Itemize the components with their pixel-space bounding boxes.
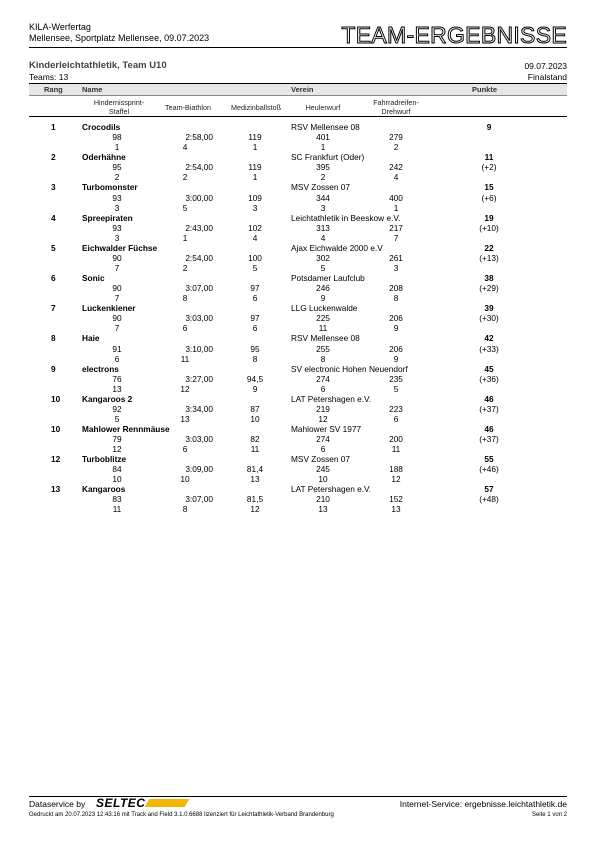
entry-result: 95 <box>112 162 122 173</box>
entry-points-diff: (+37) <box>479 403 499 414</box>
entry-place: 10 <box>250 413 260 424</box>
entry-place: 5 <box>320 262 326 273</box>
entry-place: 1 <box>182 232 188 243</box>
entry-place: 9 <box>393 353 399 364</box>
entry-main-line <box>29 122 567 132</box>
entry-rank: 7 <box>51 303 56 314</box>
entry-team-name: Haie <box>82 333 100 344</box>
result-entry <box>29 364 567 394</box>
entry-points-diff: (+6) <box>481 192 497 203</box>
entry-place: 8 <box>252 353 258 364</box>
entry-result: 223 <box>389 403 403 414</box>
dataservice-label: Dataservice by <box>29 799 86 809</box>
entry-points: 42 <box>484 333 494 344</box>
entry-place: 11 <box>318 323 328 334</box>
entry-points: 19 <box>484 212 494 223</box>
entry-place: 7 <box>114 293 120 304</box>
entry-result: 395 <box>316 162 330 173</box>
entry-result: 3:07,00 <box>185 494 213 505</box>
entry-result: 82 <box>250 434 260 445</box>
entry-result: 81,5 <box>246 494 264 505</box>
entry-result: 3:03,00 <box>185 313 213 324</box>
entry-place: 4 <box>182 142 188 153</box>
entry-place: 1 <box>114 142 120 153</box>
entry-team-name: Turbomonster <box>82 182 138 193</box>
entry-place: 8 <box>320 353 326 364</box>
entry-place: 13 <box>391 504 401 515</box>
entry-result: 90 <box>112 313 122 324</box>
event-name: KILA-Werfertag <box>29 22 91 32</box>
entry-place: 2 <box>182 262 188 273</box>
entry-points-diff: (+13) <box>479 252 499 263</box>
entry-place: 3 <box>114 202 120 213</box>
seltec-logo: SELTEC <box>96 796 146 810</box>
entry-place: 1 <box>252 142 258 153</box>
entry-club: LLG Luckenwalde <box>291 303 358 314</box>
entry-result: 2:54,00 <box>185 252 213 263</box>
entry-results-line <box>29 374 567 384</box>
entry-club: RSV Mellensee 08 <box>291 333 360 344</box>
entry-places-line <box>29 142 567 152</box>
col-disc-biathlon: Team-Biathlon <box>165 103 211 112</box>
entry-points-diff: (+30) <box>479 313 499 324</box>
entry-place: 5 <box>252 262 258 273</box>
entry-place: 11 <box>180 353 190 364</box>
entry-points-diff: (+2) <box>481 162 497 173</box>
entry-main-line <box>29 273 567 283</box>
entry-place: 9 <box>320 293 326 304</box>
entry-club: Ajax Eichwalde 2000 e.V <box>291 242 383 253</box>
entry-team-name: Oderhähne <box>82 152 126 163</box>
header-left <box>29 22 209 44</box>
entry-result: 3:03,00 <box>185 434 213 445</box>
entry-main-line <box>29 182 567 192</box>
entry-place: 5 <box>114 413 120 424</box>
entry-place: 10 <box>112 474 122 485</box>
entry-place: 7 <box>114 323 120 334</box>
entry-place: 9 <box>252 383 258 394</box>
entry-main-line <box>29 152 567 162</box>
entry-team-name: Kangaroos <box>82 484 126 495</box>
entry-place: 11 <box>112 504 122 515</box>
entry-result: 95 <box>250 343 260 354</box>
entry-result: 344 <box>316 192 330 203</box>
entry-place: 8 <box>182 293 188 304</box>
entry-result: 79 <box>112 434 122 445</box>
entry-place: 6 <box>182 323 188 334</box>
col-disc-fahrradreifen: Fahrradreifen- Drehwurf <box>373 98 419 116</box>
entry-results-line <box>29 223 567 233</box>
result-entry <box>29 424 567 454</box>
entry-club: Leichtathletik in Beeskow e.V. <box>291 212 401 223</box>
entry-result: 94,5 <box>246 373 264 384</box>
result-entry <box>29 333 567 363</box>
entry-result: 242 <box>389 162 403 173</box>
entry-rank: 2 <box>51 152 56 163</box>
entry-place: 6 <box>252 323 258 334</box>
entry-place: 12 <box>250 504 260 515</box>
entry-place: 13 <box>318 504 328 515</box>
entry-result: 3:00,00 <box>185 192 213 203</box>
entry-club: MSV Zossen 07 <box>291 454 351 465</box>
entry-places-line <box>29 474 567 484</box>
entry-results-line <box>29 313 567 323</box>
result-entry <box>29 484 567 514</box>
entry-places-line <box>29 323 567 333</box>
entry-points-diff: (+33) <box>479 343 499 354</box>
entry-main-line <box>29 454 567 464</box>
entry-result: 245 <box>316 464 330 475</box>
col-disc-medizinball: Medizinballstoß <box>231 103 281 112</box>
entry-places-line <box>29 293 567 303</box>
entry-result: 2:43,00 <box>185 222 213 233</box>
entry-result: 274 <box>316 434 330 445</box>
entry-place: 1 <box>252 172 258 183</box>
entry-place: 2 <box>114 172 120 183</box>
entry-rank: 10 <box>51 423 61 434</box>
entry-club: LAT Petershagen e.V. <box>291 484 372 495</box>
entry-place: 6 <box>320 444 326 455</box>
entry-place: 7 <box>393 232 399 243</box>
entry-places-line <box>29 444 567 454</box>
entry-result: 208 <box>389 283 403 294</box>
entry-place: 6 <box>252 293 258 304</box>
entry-result: 2:54,00 <box>185 162 213 173</box>
entry-place: 4 <box>252 232 258 243</box>
entry-points: 46 <box>484 423 494 434</box>
col-name: Name <box>82 85 103 94</box>
col-disc-hindernissprint: Hindernissprint- Staffel <box>93 98 145 116</box>
entry-points: 39 <box>484 303 494 314</box>
entry-place: 2 <box>393 142 399 153</box>
entry-result: 235 <box>389 373 403 384</box>
entry-club: Potsdamer Laufclub <box>291 272 365 283</box>
entry-main-line <box>29 213 567 223</box>
entry-result: 90 <box>112 252 122 263</box>
entry-results-line <box>29 344 567 354</box>
result-entry <box>29 213 567 243</box>
entry-points-diff: (+48) <box>479 494 499 505</box>
entry-place: 13 <box>250 474 260 485</box>
entry-points: 9 <box>486 122 492 132</box>
entry-result: 401 <box>316 132 330 143</box>
entry-points: 55 <box>484 454 494 465</box>
entry-places-line <box>29 354 567 364</box>
entry-result: 97 <box>250 313 260 324</box>
entry-team-name: Spreepiraten <box>82 212 133 223</box>
entry-result: 400 <box>389 192 403 203</box>
entry-main-line <box>29 424 567 434</box>
entry-points-diff: (+10) <box>479 222 499 233</box>
event-location: Mellensee, Sportplatz Mellensee, 09.07.2023 <box>29 33 210 43</box>
entry-result: 206 <box>389 313 403 324</box>
entry-places-line <box>29 172 567 182</box>
entry-result: 2:58,00 <box>185 132 213 143</box>
entry-club: SC Frankfurt (Oder) <box>291 152 365 163</box>
entry-result: 93 <box>112 222 122 233</box>
entry-place: 13 <box>180 413 190 424</box>
entry-result: 91 <box>112 343 122 354</box>
entry-place: 9 <box>393 323 399 334</box>
entry-result: 279 <box>389 132 403 143</box>
entry-result: 84 <box>112 464 122 475</box>
col-points: Punkte <box>472 85 498 94</box>
entry-points: 38 <box>484 272 494 283</box>
entry-club: RSV Mellensee 08 <box>291 122 360 132</box>
entry-result: 210 <box>316 494 330 505</box>
entry-place: 13 <box>112 383 122 394</box>
entry-result: 3:34,00 <box>185 403 213 414</box>
column-header <box>29 83 567 117</box>
entry-results-line <box>29 464 567 474</box>
seltec-logo-swoosh <box>145 799 190 807</box>
result-entry <box>29 152 567 182</box>
entry-place: 5 <box>393 383 399 394</box>
entry-place: 2 <box>320 172 326 183</box>
entry-result: 119 <box>248 132 262 143</box>
entry-places-line <box>29 233 567 243</box>
entry-team-name: Turboblitze <box>82 454 127 465</box>
entry-result: 100 <box>248 252 262 263</box>
entry-place: 2 <box>182 172 188 183</box>
entry-place: 12 <box>318 413 328 424</box>
result-entry <box>29 273 567 303</box>
entry-points: 57 <box>484 484 494 495</box>
page-number: Seite 1 von 2 <box>531 812 567 818</box>
entry-rank: 3 <box>51 182 56 193</box>
entry-rank: 6 <box>51 272 56 283</box>
entry-points: 22 <box>484 242 494 253</box>
entry-result: 302 <box>316 252 330 263</box>
entry-place: 6 <box>393 413 399 424</box>
entry-results-line <box>29 253 567 263</box>
result-entry <box>29 454 567 484</box>
entry-result: 83 <box>112 494 122 505</box>
entry-place: 8 <box>182 504 188 515</box>
entry-place: 11 <box>391 444 401 455</box>
entry-points: 45 <box>484 363 494 374</box>
entry-rank: 8 <box>51 333 56 344</box>
entry-results-line <box>29 283 567 293</box>
entry-results-line <box>29 132 567 142</box>
entry-points-diff: (+37) <box>479 434 499 445</box>
results-list <box>29 122 567 514</box>
competition-name: Kinderleichtathletik, Team U10 <box>29 60 167 71</box>
result-status: Finalstand <box>527 72 567 82</box>
result-entry <box>29 182 567 212</box>
competition-date-block <box>524 61 567 83</box>
entry-place: 6 <box>320 383 326 394</box>
entry-place: 1 <box>320 142 326 153</box>
entry-results-line <box>29 162 567 172</box>
entry-points-diff: (+29) <box>479 283 499 294</box>
entry-place: 10 <box>180 474 190 485</box>
entry-place: 3 <box>252 202 258 213</box>
entry-result: 219 <box>316 403 330 414</box>
entry-place: 11 <box>250 444 260 455</box>
entry-club: SV electronic Hohen Neuendorf <box>291 363 408 374</box>
entry-rank: 4 <box>51 212 56 223</box>
entry-result: 93 <box>112 192 122 203</box>
entry-points: 15 <box>484 182 494 193</box>
entry-result: 3:10,00 <box>185 343 213 354</box>
entry-place: 3 <box>114 232 120 243</box>
entry-points: 11 <box>484 152 494 163</box>
entry-rank: 5 <box>51 242 56 253</box>
result-entry <box>29 243 567 273</box>
entry-team-name: Mahlower Rennmäuse <box>82 423 170 434</box>
entry-place: 8 <box>393 293 399 304</box>
entry-result: 76 <box>112 373 122 384</box>
entry-club: MSV Zossen 07 <box>291 182 351 193</box>
entry-places-line <box>29 504 567 514</box>
entry-points: 46 <box>484 393 494 404</box>
entry-places-line <box>29 203 567 213</box>
entry-team-name: Sonic <box>82 272 105 283</box>
entry-team-name: Luckenkiener <box>82 303 136 314</box>
entry-club: Mahlower SV 1977 <box>291 423 362 434</box>
entry-places-line <box>29 384 567 394</box>
entry-place: 12 <box>112 444 122 455</box>
entry-rank: 13 <box>51 484 61 495</box>
entry-rank: 10 <box>51 393 61 404</box>
entry-place: 3 <box>393 262 399 273</box>
entry-main-line <box>29 333 567 343</box>
entry-place: 4 <box>393 172 399 183</box>
entry-result: 206 <box>389 343 403 354</box>
entry-result: 313 <box>316 222 330 233</box>
entry-main-line <box>29 484 567 494</box>
result-entry <box>29 394 567 424</box>
entry-place: 5 <box>182 202 188 213</box>
entry-main-line <box>29 243 567 253</box>
entry-result: 3:07,00 <box>185 283 213 294</box>
entry-main-line <box>29 303 567 313</box>
entry-result: 109 <box>248 192 262 203</box>
entry-team-name: Kangaroos 2 <box>82 393 133 404</box>
entry-place: 1 <box>393 202 399 213</box>
entry-main-line <box>29 394 567 404</box>
entry-place: 4 <box>320 232 326 243</box>
teams-count: Teams: 13 <box>29 72 69 82</box>
entry-result: 98 <box>112 132 122 143</box>
entry-rank: 1 <box>51 122 56 132</box>
entry-main-line <box>29 364 567 374</box>
entry-result: 217 <box>389 222 403 233</box>
print-info: Gedruckt am 20.07.2023 12:43:16 mit Track and Field 3.1.0.6688 lizenziert für Leichtathletik-Verband Brandenburg <box>29 812 334 818</box>
entry-results-line <box>29 404 567 414</box>
competition-date: 09.07.2023 <box>524 61 567 71</box>
col-disc-heulerwurf: Heulerwurf <box>305 103 341 112</box>
entry-place: 10 <box>318 474 328 485</box>
entry-results-line <box>29 193 567 203</box>
entry-place: 3 <box>320 202 326 213</box>
entry-result: 246 <box>316 283 330 294</box>
entry-result: 102 <box>248 222 262 233</box>
entry-team-name: electrons <box>82 363 119 374</box>
entry-rank: 12 <box>51 454 61 465</box>
entry-result: 3:27,00 <box>185 373 213 384</box>
entry-rank: 9 <box>51 363 56 374</box>
entry-result: 225 <box>316 313 330 324</box>
entry-places-line <box>29 263 567 273</box>
entry-result: 255 <box>316 343 330 354</box>
page-title: TEAM-ERGEBNISSE <box>341 22 567 48</box>
entry-result: 92 <box>112 403 122 414</box>
entry-result: 152 <box>389 494 403 505</box>
internet-service-link[interactable]: Internet-Service: ergebnisse.leichtathletik.de <box>399 799 567 809</box>
col-club: Verein <box>291 85 314 94</box>
entry-result: 90 <box>112 283 122 294</box>
entry-place: 6 <box>114 353 120 364</box>
entry-result: 261 <box>389 252 403 263</box>
entry-place: 12 <box>391 474 401 485</box>
entry-team-name: Eichwalder Füchse <box>82 242 158 253</box>
entry-result: 81,4 <box>246 464 264 475</box>
entry-result: 274 <box>316 373 330 384</box>
entry-points-diff: (+46) <box>479 464 499 475</box>
entry-place: 6 <box>182 444 188 455</box>
result-entry <box>29 122 567 152</box>
entry-places-line <box>29 414 567 424</box>
entry-result: 119 <box>248 162 262 173</box>
result-entry <box>29 303 567 333</box>
entry-club: LAT Petershagen e.V. <box>291 393 372 404</box>
entry-results-line <box>29 494 567 504</box>
header-divider <box>29 47 567 48</box>
entry-points-diff: (+36) <box>479 373 499 384</box>
entry-place: 7 <box>114 262 120 273</box>
entry-result: 97 <box>250 283 260 294</box>
entry-result: 188 <box>389 464 403 475</box>
col-rank: Rang <box>44 85 63 94</box>
entry-results-line <box>29 434 567 444</box>
entry-result: 87 <box>250 403 260 414</box>
entry-team-name: Crocodils <box>82 122 121 132</box>
entry-result: 3:09,00 <box>185 464 213 475</box>
entry-result: 200 <box>389 434 403 445</box>
entry-place: 12 <box>180 383 190 394</box>
